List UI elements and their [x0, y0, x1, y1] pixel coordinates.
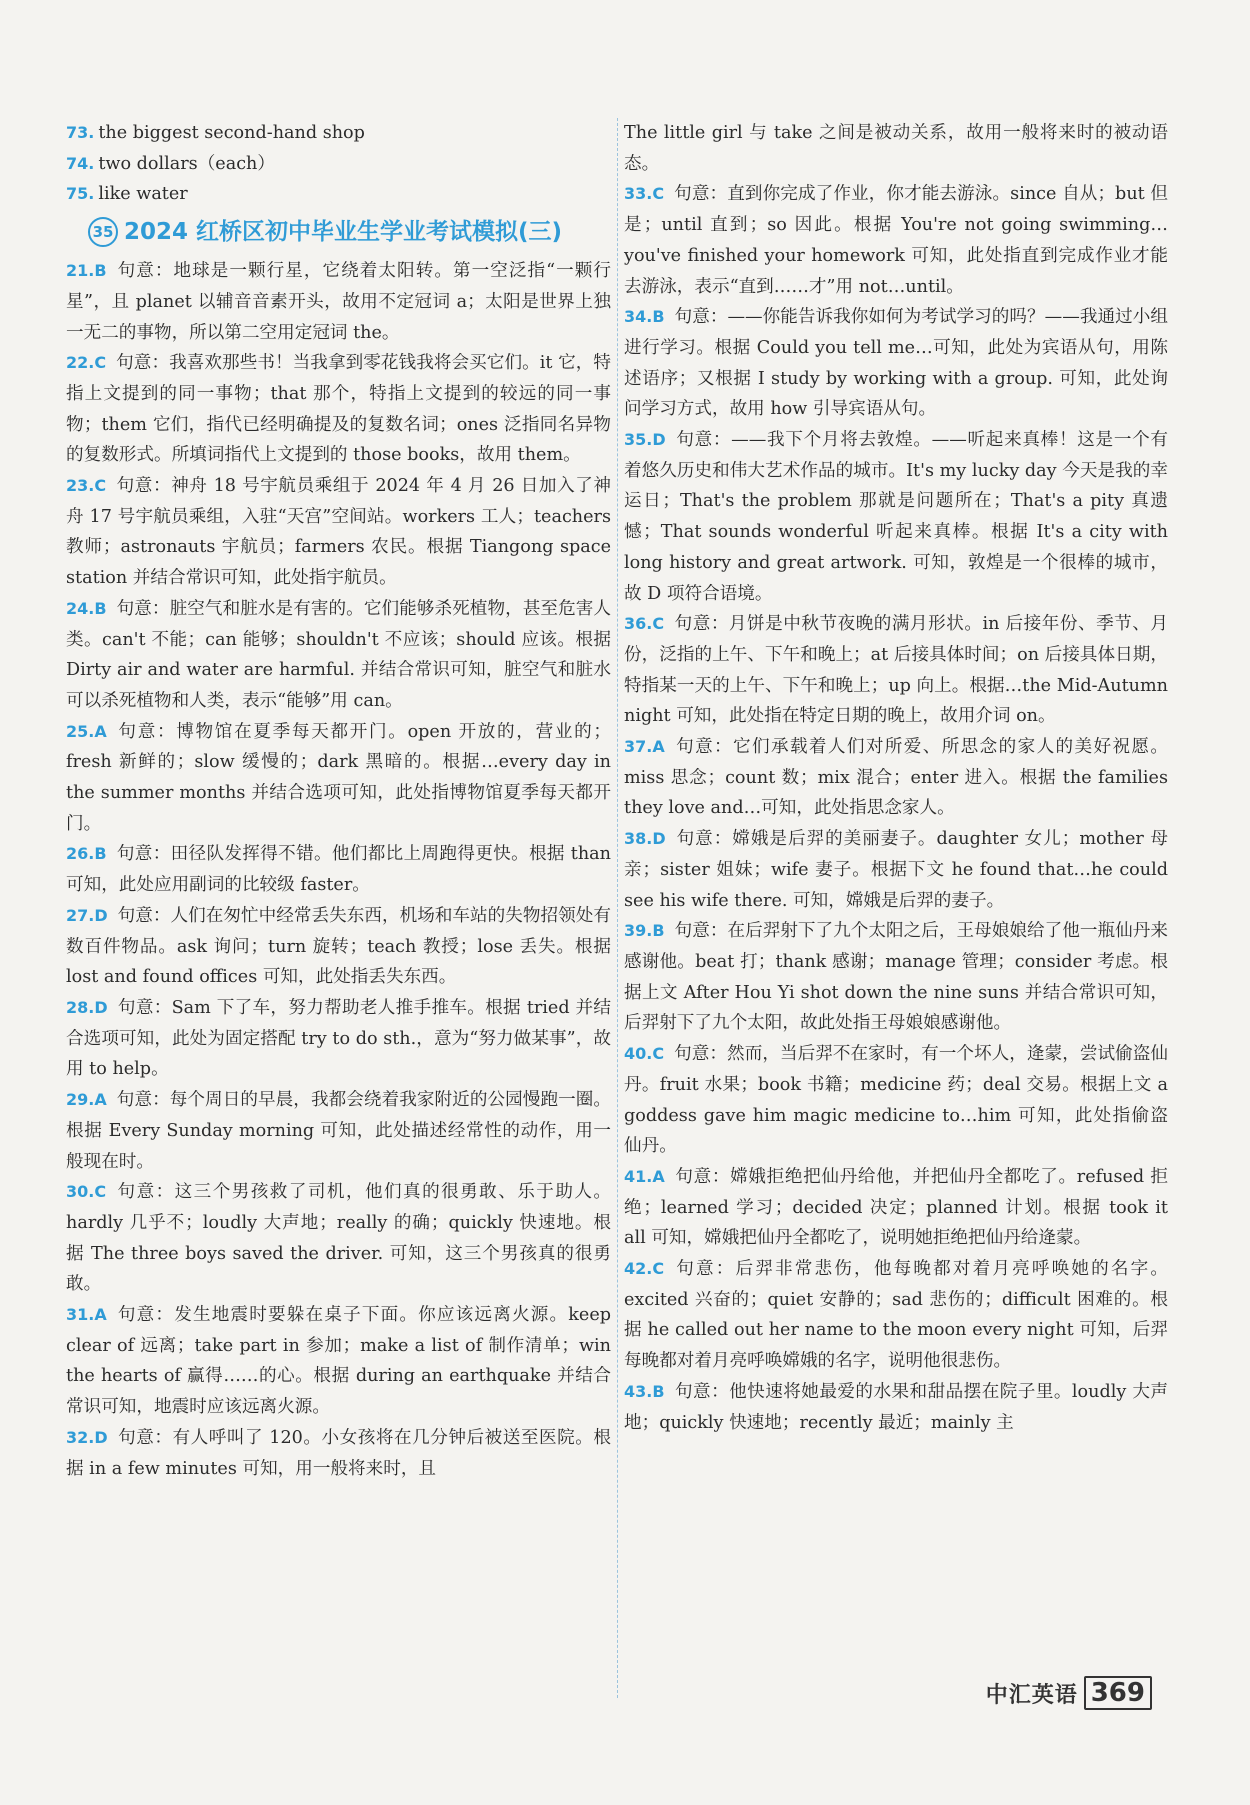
answer-entry [624, 916, 1168, 1039]
column-divider [617, 118, 618, 1698]
left-entries [66, 256, 611, 1484]
section-title-text: 2024 红桥区初中毕业生学业考试模拟(三) [124, 219, 563, 246]
answer-explanation: 句意：我喜欢那些书！当我拿到零花钱我将会买它们。it 它，特指上文提到的同一事物；that 那个，特指上文提到的较远的同一事物；them 它们，指代已经明确提及的复数名词；ones 泛指同名异物的复数形式。所填词指代上文提到的 those books，故用 them。 [66, 353, 611, 466]
right-entries [624, 118, 1168, 1438]
answer-entry: 73. the biggest second-hand shop [66, 123, 365, 143]
answer-number: 29.A [66, 1090, 107, 1110]
answer-explanation: 句意：嫦娥是后羿的美丽妻子。daughter 女儿；mother 母亲；sister 姐妹；wife 妻子。根据下文 he found that…he could see his wife there. 可知，嫦娥是后羿的妻子。 [624, 829, 1168, 911]
answer-entry [624, 1039, 1168, 1162]
section-title [88, 214, 611, 250]
answer-number: 25.A [66, 721, 107, 741]
answer-number: 26.B [66, 844, 107, 864]
answer-explanation: 句意：Sam 下了车，努力帮助老人推手推车。根据 tried 并结合选项可知，此处为固定搭配 try to do sth.，意为“努力做某事”，故用 to help。 [66, 997, 611, 1080]
answer-entry [624, 118, 1168, 179]
answer-entry [66, 348, 611, 471]
answer-number: 41.A [624, 1166, 665, 1186]
answer-number: 32.D [66, 1427, 108, 1447]
answer-explanation: 句意：——你能告诉我你如何为考试学习的吗？——我通过小组进行学习。根据 Could you tell me…可知，此处为宾语从句，用陈述语序；又根据 I study by working with a group. 可知，此处询问学习方式，故用 how 引导宾语从句。 [624, 307, 1168, 420]
answer-explanation: The little girl 与 take 之间是被动关系，故用一般将来时的被动语态。 [624, 123, 1168, 174]
answer-number: 21.B [66, 261, 107, 281]
answer-entry [624, 1377, 1168, 1438]
answer-entry [624, 302, 1168, 425]
answer-explanation: 句意：每个周日的早晨，我都会绕着我家附近的公园慢跑一圈。根据 Every Sunday morning 可知，此处描述经常性的动作，用一般现在时。 [66, 1090, 611, 1172]
answer-explanation: 句意：它们承载着人们对所爱、所思念的家人的美好祝愿。miss 思念；count 数；mix 混合；enter 进入。根据 the families they love and…可知，此处指思念家人。 [624, 737, 1168, 819]
answer-entry [66, 839, 611, 900]
answer-entry: 75. like water [66, 184, 188, 205]
answer-number: 33.C [624, 184, 665, 204]
answer-explanation: 句意：人们在匆忙中经常丢失东西，机场和车站的失物招领处有数百件物品。ask 询问；turn 旋转；teach 教授；lose 丢失。根据 lost and found offices 可知，此处指丢失东西。 [66, 905, 611, 988]
answer-explanation: 句意：在后羿射下了九个太阳之后，王母娘娘给了他一瓶仙丹来感谢他。beat 打；thank 感谢；manage 管理；consider 考虑。根据上文 After Hou Yi shot down the nine suns 并结合常识可知，后羿射下了九个太阳，故此处指王母娘娘感谢他。 [624, 921, 1168, 1034]
answer-number: 43.B [624, 1381, 665, 1401]
answer-entry [66, 1300, 611, 1423]
answer-number: 39.B [624, 921, 665, 941]
answer-number: 30.C [66, 1182, 107, 1202]
answer-entry [66, 717, 611, 840]
answer-entry [66, 1423, 611, 1484]
answer-explanation: 句意：发生地震时要躲在桌子下面。你应该远离火源。keep clear of 远离；take part in 参加；make a list of 制作清单；win the hearts of 赢得……的心。根据 during an earthquake 并结合常识可知，地震时应该远离火源。 [66, 1305, 611, 1418]
answer-number: 27.D [66, 905, 108, 925]
answer-entry [624, 425, 1168, 609]
left-column [66, 118, 611, 1484]
answer-explanation: 句意：有人呼叫了 120。小女孩将在几分钟后被送至医院。根据 in a few minutes 可知，用一般将来时，且 [66, 1427, 611, 1479]
answer-entry [624, 1254, 1168, 1377]
answer-entry [66, 901, 611, 993]
answer-explanation: 句意：博物馆在夏季每天都开门。open 开放的，营业的；fresh 新鲜的；slow 缓慢的；dark 黑暗的。根据…every day in the summer months 并结合选项可知，此处指博物馆夏季每天都开门。 [66, 721, 611, 834]
right-column [624, 118, 1168, 1438]
answer-number: 40.C [624, 1044, 665, 1064]
answer-explanation: 句意：然而，当后羿不在家时，有一个坏人，逄蒙，尝试偷盗仙丹。fruit 水果；book 书籍；medicine 药；deal 交易。根据上文 a goddess gave him magic medicine to…him 可知，此处指偷盗仙丹。 [624, 1044, 1168, 1157]
answer-number: 22.C [66, 353, 107, 373]
answer-entry [624, 824, 1168, 916]
answer-explanation: 句意：嫦娥拒绝把仙丹给他，并把仙丹全都吃了。refused 拒绝；learned 学习；decided 决定；planned 计划。根据 took it all 可知，嫦娥把仙丹全都吃了，说明她拒绝把仙丹给逄蒙。 [624, 1166, 1168, 1249]
answer-entry [624, 609, 1168, 732]
answer-explanation: 句意：脏空气和脏水是有害的。它们能够杀死植物，甚至危害人类。can't 不能；can 能够；shouldn't 不应该；should 应该。根据 Dirty air and water are harmful. 并结合常识可知，脏空气和脏水可以杀死植物和人类，表示“能够”用 can。 [66, 598, 611, 711]
answer-number: 35.D [624, 430, 666, 450]
answer-explanation: 句意：他快速将她最爱的水果和甜品摆在院子里。loudly 大声地；quickly 快速地；recently 最近；mainly 主 [624, 1381, 1168, 1433]
answer-explanation: 句意：——我下个月将去敦煌。——听起来真棒！这是一个有着悠久历史和伟大艺术作品的城市。It's my lucky day 今天是我的幸运日；That's the problem 那就是问题所在；That's a pity 真遗憾；That sounds wonderful 听起来真棒。根据 It's a city with long history and great artwork. 可知，敦煌是一个很棒的城市，故 D 项符合语境。 [624, 430, 1168, 604]
answer-explanation: 句意：直到你完成了作业，你才能去游泳。since 自从；but 但是；until 直到；so 因此。根据 You're not going swimming…you've finished your homework 可知，此处指直到完成作业才能去游泳，表示“直到……才”用 not…until。 [624, 184, 1168, 297]
answer-explanation: 句意：后羿非常悲伤，他每晚都对着月亮呼唤她的名字。excited 兴奋的；quiet 安静的；sad 悲伤的；difficult 困难的。根据 he called out her name to the moon every night 可知，后羿每晚都对着月亮呼唤嫦娥的名字，说明他很悲伤。 [624, 1259, 1168, 1372]
answer-entry [624, 179, 1168, 302]
answer-explanation: 句意：月饼是中秋节夜晚的满月形状。in 后接年份、季节、月份，泛指的上午、下午和晚上；at 后接具体时间；on 后接具体日期，特指某一天的上午、下午和晚上；up 向上。根据…the Mid-Autumn night 可知，此处指在特定日期的晚上，故用介词 on。 [624, 614, 1168, 727]
answer-number: 38.D [624, 829, 666, 849]
answer-entry [66, 256, 611, 348]
answer-number: 23.C [66, 476, 107, 496]
answer-number: 37.A [624, 737, 665, 757]
section-number: 35 [88, 217, 118, 247]
answer-entry [624, 1162, 1168, 1254]
answer-number: 28.D [66, 997, 108, 1017]
answer-explanation: 句意：地球是一颗行星，它绕着太阳转。第一空泛指“一颗行星”，且 planet 以辅音音素开头，故用不定冠词 a；太阳是世界上独一无二的事物，所以第二空用定冠词 the。 [66, 261, 611, 343]
answer-explanation: 句意：神舟 18 号宇航员乘组于 2024 年 4 月 26 日加入了神舟 17 号宇航员乘组，入驻“天宫”空间站。workers 工人；teachers 教师；astronauts 宇航员；farmers 农民。根据 Tiangong space station 并结合常识可知，此处指宇航员。 [66, 476, 611, 589]
answer-entry [66, 594, 611, 717]
answer-number: 42.C [624, 1259, 665, 1279]
answer-explanation: 句意：田径队发挥得不错。他们都比上周跑得更快。根据 than 可知，此处应用副词的比较级 faster。 [66, 844, 611, 896]
answer-number: 24.B [66, 598, 107, 618]
page-number: 369 [1084, 1676, 1152, 1710]
answer-explanation: 句意：这三个男孩救了司机，他们真的很勇敢、乐于助人。hardly 几乎不；loudly 大声地；really 的确；quickly 快速地。根据 The three boys saved the driver. 可知，这三个男孩真的很勇敢。 [66, 1182, 611, 1295]
answer-number: 31.A [66, 1305, 107, 1325]
page-footer [986, 1676, 1152, 1710]
answer-entry [66, 1085, 611, 1177]
answer-entry [624, 732, 1168, 824]
left-top-list [66, 118, 611, 210]
book-title: 中汇英语 [985, 1682, 1078, 1708]
answer-entry [66, 993, 611, 1085]
answer-entry [66, 1177, 611, 1300]
answer-entry: 74. two dollars（each） [66, 153, 275, 174]
answer-number: 36.C [624, 614, 665, 634]
answer-number: 34.B [624, 307, 665, 327]
answer-entry [66, 471, 611, 594]
